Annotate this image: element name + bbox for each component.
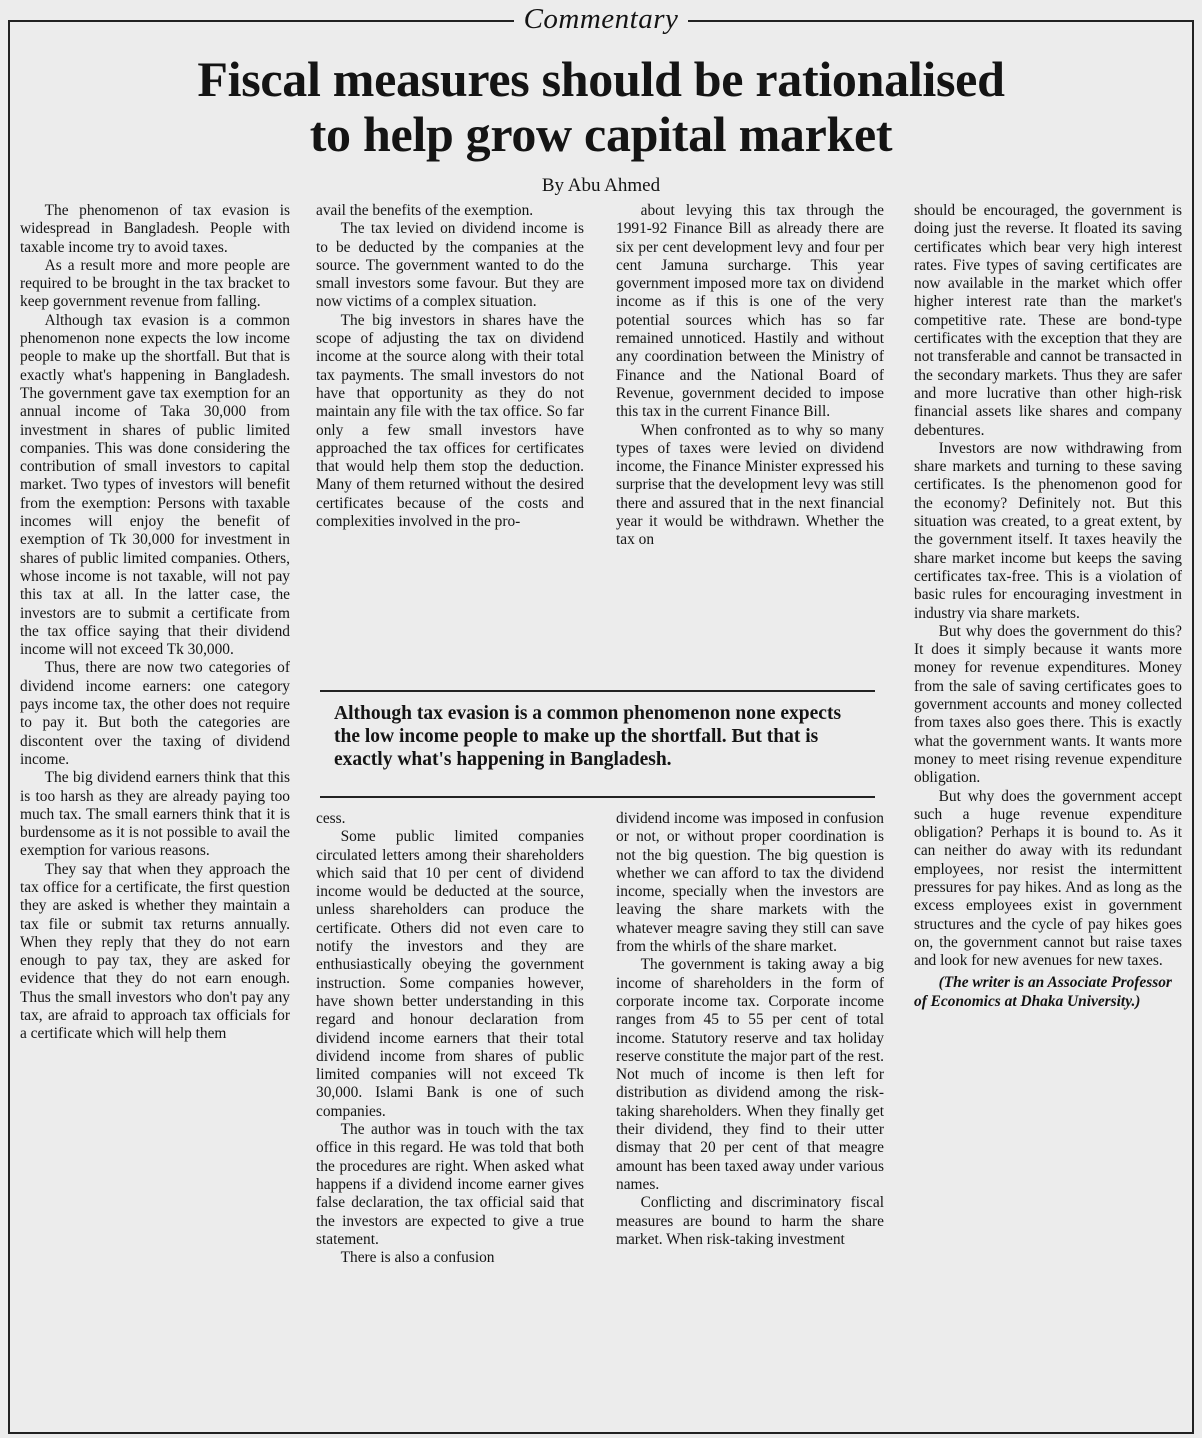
column-2-bottom (316, 810, 584, 1424)
paragraph: The big dividend earners think that this is too harsh as they are already paying too much tax. The small earners think that it is burdensome as it is not possible to avail the exemption for various reasons. (20, 769, 290, 860)
pull-quote-text: Although tax evasion is a common phenomenon none expects the low income people to make up the shortfall. But that is exactly what's happening in Bangladesh. (334, 703, 842, 770)
paragraph: But why does the government do this? It does it simply because it wants more money for revenue expenditures. Money from the sale of saving certificates goes to government accounts and money collected from taxes also goes there. This is exactly what the government wants. It wants more money to meet rising revenue expenditure obligation. (914, 622, 1182, 787)
column-3-top (616, 202, 884, 680)
left-frame-rule (8, 20, 10, 1434)
paragraph: Some public limited companies circulated letters among their shareholders which said that 10 per cent of dividend income would be deducted at the source, unless shareholders can produce the certificate. Others did not even care to notify the investors and they are enthusiastically obeying the government instruction. Some companies however, have shown better understanding in this regard and honour declaration from dividend income earners that their total dividend income from shares of public limited companies will not exceed Tk 30,000. Islami Bank is one of such companies. (316, 828, 584, 1120)
paragraph: Although tax evasion is a common phenomenon none expects the low income people to make up the shortfall. But that is exactly what's happening in Bangladesh. The government gave tax exemption for an annual income of Taka 30,000 from investment in shares of public limited companies. This was done considering the contribution of small investors to capital market. Two types of investors will benefit from the exemption: Persons with taxable incomes will enjoy the benefit of exemption of Tk 30,000 for investment in shares of public limited companies. Others, whose income is not taxable, will not pay this tax at all. In the latter case, the investors are to submit a certificate from the tax office saying that their dividend income will not exceed Tk 30,000. (20, 311, 290, 659)
paragraph: The tax levied on dividend income is to be deducted by the companies at the source. The government wanted to do the small investors some favour. But they are now victims of a complex situation. (316, 220, 584, 311)
paragraph: The government is taking away a big income of shareholders in the form of corporate income tax. Corporate income ranges from 45 to 55 per cent of total income. Statutory reserve and tax holiday reserve constitute the major part of the rest. Not much of income is then left for distribution as dividend among the risk-taking shareholders. When they finally get their dividend, they find to their utter dismay that 20 per cent of that meagre amount has been taxed away under various names. (616, 956, 884, 1193)
pull-quote (320, 690, 875, 800)
headline (0, 52, 1202, 162)
headline-line-1: Fiscal measures should be rationalised (197, 51, 1005, 107)
paragraph: should be encouraged, the government is doing just the reverse. It floated its saving certificates which bear very high interest rates. Five types of saving certificates are now available in the market which offer higher interest rate than the market's competitive rate. These are bond-type certificates with the exception that they are not transferable and cannot be transacted in the secondary markets. Thus they are safer and more lucrative than other high-risk financial assets like shares and company debentures. (914, 202, 1182, 439)
column-4 (914, 202, 1182, 1424)
paragraph: cess. (316, 810, 346, 827)
paragraph: There is also a confusion (340, 1249, 495, 1267)
paragraph: about levying this tax through the 1991-92 Finance Bill as already there are six per cent development levy and four per cent Jamuna surcharge. This year government imposed more tax on dividend income as if this is one of the very potential sources which has so far remained unnoticed. Hastily and without any coordination between the Ministry of Finance and the National Board of Revenue, government decided to impose this tax in the current Finance Bill. (616, 202, 884, 421)
byline: By Abu Ahmed (541, 175, 661, 196)
paragraph: avail the benefits of the exemption. (316, 202, 534, 219)
paragraph: But why does the government accept such a huge revenue expenditure obligation? Perhaps it is bound to. As it can neither do away with its redundant employees, nor resist the intermittent pressures for pay hikes. And as long as the excess employees exist in government structures and the cycle of pay hikes goes on, the government cannot but raise taxes and look for new avenues for new taxes. (914, 787, 1182, 970)
paragraph: Conflicting and discriminatory fiscal measures are bound to harm the share market. When risk-taking investment (616, 1194, 884, 1248)
paragraph: The author was in touch with the tax office in this regard. He was told that both the procedures are right. When asked what happens if a dividend income earner gives false declaration, the tax official said that the investors are expected to give a true statement. (316, 1121, 584, 1248)
right-frame-rule (1192, 20, 1194, 1434)
paragraph: As a result more and more people are required to be brought in the tax bracket to keep government revenue from falling. (20, 256, 290, 311)
column-2-top (316, 202, 584, 680)
section-label: Commentary (0, 2, 1202, 36)
headline-line-2: to help grow capital market (309, 106, 893, 162)
paragraph: The phenomenon of tax evasion is widespread in Bangladesh. People with taxable income try to avoid taxes. (20, 202, 290, 256)
pull-quote-bottom-rule (320, 796, 875, 798)
bottom-frame-rule (8, 1432, 1194, 1434)
column-3-bottom (616, 810, 884, 1424)
paragraph: They say that when they approach the tax office for a certificate, the first question they are asked is whether they maintain a tax file or submit tax returns annually. When they reply that they do not earn enough to pay tax, they are asked for evidence that they do not earn enough. Thus the small investors who don't pay any tax, are afraid to approach tax officials for a certificate which will help them (20, 860, 290, 1043)
column-1 (20, 202, 290, 1424)
paragraph: Investors are now withdrawing from share markets and turning to these saving certificates. Is the phenomenon good for the economy? Definitely not. But this situation was created, to a great extent, by the government itself. It taxes heavily the share market income but keeps the saving certificates tax-free. This is a violation of basic rules for encouraging investment in industry via share markets. (914, 439, 1182, 622)
paragraph: dividend income was imposed in confusion or not, or without proper coordination is not the big question. The big question is whether we can afford to tax the dividend income, specially when the investors are leaving the share markets with the whatever meagre saving they still can save from the whirls of the share market. (616, 810, 884, 956)
paragraph: When confronted as to why so many types of taxes were levied on dividend income, the Finance Minister expressed his surprise that the development levy was still there and assured that in the next financial year it would be withdrawn. Whether the tax on (616, 421, 884, 549)
paragraph: Thus, there are now two categories of dividend income earners: one category pays income tax, the other does not require to pay it. But both the categories are discontent over the taxing of dividend income. (20, 659, 290, 768)
paragraph: The big investors in shares have the scope of adjusting the tax on dividend income at the source along with their total tax payments. The small investors do not have that opportunity as they do not maintain any file with the tax office. So far only a few small investors have approached the tax offices for certificates that would help them stop the deduction. Many of them returned without the desired certificates because of the costs and complexities involved in the pro- (316, 311, 584, 531)
author-signoff: (The writer is an Associate Professor of Economics at Dhaka University.) (914, 974, 1172, 1010)
pull-quote-top-rule (320, 690, 875, 692)
